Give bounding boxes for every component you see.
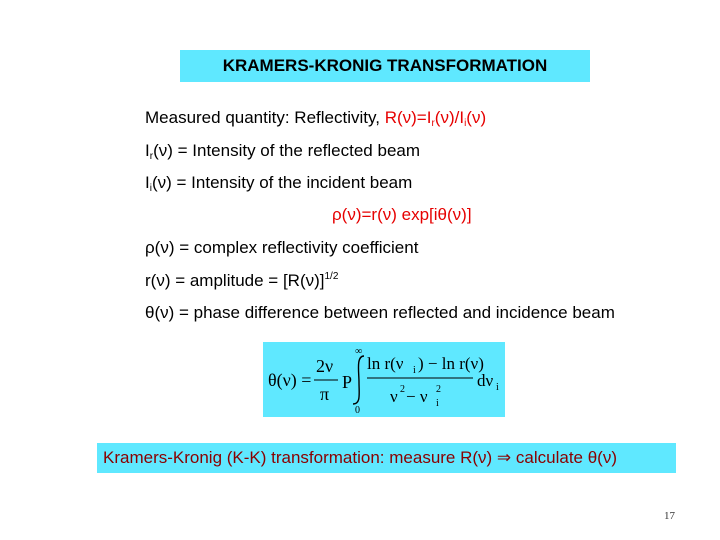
reflectivity-formula bbox=[385, 108, 486, 127]
kk-formula bbox=[263, 342, 505, 417]
denominator-a: ν bbox=[390, 387, 398, 406]
formula-part: (ν)/I bbox=[434, 108, 465, 127]
title-box bbox=[180, 50, 590, 82]
fraction-top: 2ν bbox=[316, 356, 334, 376]
reflected-intensity-text: (ν) = Intensity of the reflected beam bbox=[153, 141, 421, 160]
integral-sign bbox=[353, 356, 364, 404]
subscript-i: i bbox=[149, 183, 152, 194]
page-number: 17 bbox=[664, 510, 675, 522]
formula-lhs: θ(ν) = bbox=[268, 370, 312, 390]
differential: dν bbox=[477, 371, 494, 390]
formula-part: R(ν)=I bbox=[384, 108, 432, 127]
exponent-half: 1/2 bbox=[324, 271, 339, 282]
measured-prefix: Measured quantity: Reflectivity, bbox=[145, 108, 385, 127]
kk-summary-text: Kramers-Kronig (K-K) transformation: measure R(ν) ⇒ calculate θ(ν) bbox=[103, 448, 617, 467]
amplitude-text: r(ν) = amplitude = [R(ν)] bbox=[145, 271, 325, 290]
rho-definition: ρ(ν) = complex reflectivity coefficient bbox=[145, 238, 419, 257]
reflected-intensity-line bbox=[145, 141, 420, 162]
lower-limit: 0 bbox=[355, 405, 360, 416]
subscript-r: r bbox=[149, 151, 154, 162]
subscript-r: r bbox=[431, 118, 435, 129]
principal-value: P bbox=[342, 372, 353, 392]
kk-formula-box bbox=[263, 342, 505, 417]
intensity-symbol: I bbox=[145, 173, 150, 192]
formula-part: (ν) bbox=[466, 108, 487, 127]
denominator-b: − ν bbox=[406, 387, 428, 406]
numerator-a: ln r(ν bbox=[367, 354, 404, 373]
theta-definition: θ(ν) = phase difference between reflected and incidence beam bbox=[145, 303, 615, 322]
rho-equation: ρ(ν)=r(ν) exp[iθ(ν)] bbox=[332, 205, 472, 224]
differential-sub: i bbox=[496, 382, 499, 393]
intensity-symbol: I bbox=[145, 141, 150, 160]
incident-intensity-text: (ν) = Intensity of the incident beam bbox=[151, 173, 413, 192]
fraction-bottom: π bbox=[320, 384, 330, 404]
subscript-i: i bbox=[464, 118, 467, 129]
denominator-sq2: 2 bbox=[436, 384, 441, 395]
upper-limit: ∞ bbox=[355, 346, 363, 357]
slide-title: KRAMERS-KRONIG TRANSFORMATION bbox=[222, 56, 548, 75]
measured-quantity-line bbox=[145, 108, 486, 129]
incident-intensity-line bbox=[145, 173, 412, 194]
denominator-sq: 2 bbox=[400, 384, 405, 395]
amplitude-line bbox=[145, 271, 338, 291]
denominator-sub: i bbox=[436, 398, 439, 409]
numerator-sub: i bbox=[413, 365, 416, 376]
numerator-b: ) − ln r(ν) bbox=[418, 354, 484, 373]
kk-summary-box bbox=[97, 443, 676, 473]
